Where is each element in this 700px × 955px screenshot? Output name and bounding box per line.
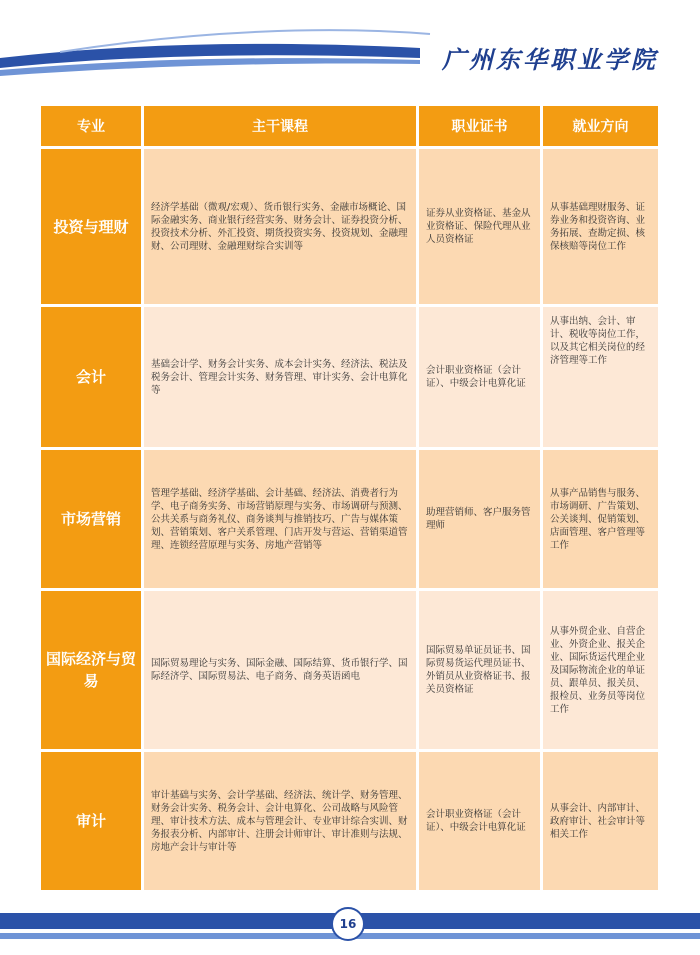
certificates-cell: 国际贸易单证员证书、国际贸易货运代理员证书、外销员从业资格证书、报关员资格证	[419, 591, 540, 749]
major-name: 审计	[41, 752, 141, 890]
certificates-cell: 会计职业资格证（会计证）、中级会计电算化证	[419, 307, 540, 447]
header-major: 专业	[41, 106, 141, 146]
major-name: 市场营销	[41, 450, 141, 588]
table-row	[41, 149, 658, 304]
careers-cell: 从事会计、内部审计、政府审计、社会审计等相关工作	[543, 752, 658, 890]
curriculum-table	[38, 103, 658, 893]
careers-cell: 从事外贸企业、自营企业、外资企业、报关企业、国际货运代理企业及国际物流企业的单证员、跟单员、报关员、报检员、业务员等岗位工作	[543, 591, 658, 749]
table-row	[41, 591, 658, 749]
major-name: 国际经济与贸易	[41, 591, 141, 749]
page-number: 16	[331, 907, 365, 941]
certificates-cell: 会计职业资格证（会计证）、中级会计电算化证	[419, 752, 540, 890]
header-certificates: 职业证书	[419, 106, 540, 146]
table-row	[41, 752, 658, 890]
major-name: 投资与理财	[41, 149, 141, 304]
header-careers: 就业方向	[543, 106, 658, 146]
table-row	[41, 307, 658, 447]
courses-cell: 审计基础与实务、会计学基础、经济法、统计学、财务管理、财务会计实务、税务会计、会计电算化、公司战略与风险管理、审计技术方法、成本与管理会计、专业审计综合实训、财务报表分析、内部审计、注册会计师审计、审计准则与法规、房地产会计与审计等	[144, 752, 416, 890]
certificates-cell: 助理营销师、客户服务管理师	[419, 450, 540, 588]
table-header-row	[41, 106, 658, 146]
header-courses: 主干课程	[144, 106, 416, 146]
courses-cell: 经济学基础（微观/宏观）、货币银行实务、金融市场概论、国际金融实务、商业银行经营实务、财务会计、证券投资分析、投资技术分析、外汇投资、期货投资实务、投资规划、金融理财、公司理财、金融理财综合实训等	[144, 149, 416, 304]
careers-cell: 从事产品销售与服务、市场调研、广告策划、公关谈判、促销策划、店面管理、客户管理等工作	[543, 450, 658, 588]
table-row	[41, 450, 658, 588]
major-name: 会计	[41, 307, 141, 447]
careers-cell: 从事出纳、会计、审计、税收等岗位工作，以及其它相关岗位的经济管理等工作	[543, 307, 658, 447]
certificates-cell: 证券从业资格证、基金从业资格证、保险代理从业人员资格证	[419, 149, 540, 304]
college-name: 广州东华职业学院	[442, 45, 658, 74]
courses-cell: 基础会计学、财务会计实务、成本会计实务、经济法、税法及税务会计、管理会计实务、财务管理、审计实务、会计电算化等	[144, 307, 416, 447]
courses-cell: 管理学基础、经济学基础、会计基础、经济法、消费者行为学、电子商务实务、市场营销原理与实务、市场调研与预测、公共关系与商务礼仪、商务谈判与推销技巧、广告与媒体策划、营销策划、客户关系管理、门店开发与营运、营销渠道管理、连锁经营原理与实务、房地产营销等	[144, 450, 416, 588]
courses-cell: 国际贸易理论与实务、国际金融、国际结算、货币银行学、国际经济学、国际贸易法、电子商务、商务英语函电	[144, 591, 416, 749]
header-banner	[0, 0, 700, 80]
careers-cell: 从事基础理财服务、证券业务和投资咨询、业务拓展、查勘定损、核保核赔等岗位工作	[543, 149, 658, 304]
